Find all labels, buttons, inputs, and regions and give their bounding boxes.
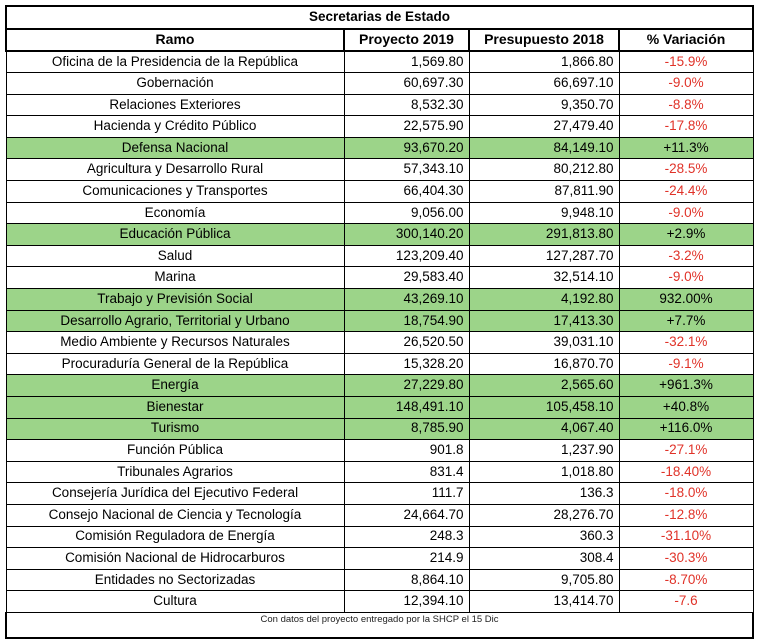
table-row [6, 483, 753, 505]
variacion-cell: -18.40% [619, 461, 753, 483]
variacion-cell: -9.1% [619, 353, 753, 375]
proyecto-2019-cell: 27,229.80 [344, 375, 469, 397]
variacion-cell: -27.1% [619, 440, 753, 462]
proyecto-2019-cell: 148,491.10 [344, 397, 469, 419]
presupuesto-2018-cell: 87,811.90 [469, 181, 619, 203]
table-row [6, 159, 753, 181]
proyecto-2019-cell: 43,269.10 [344, 289, 469, 311]
table-row [6, 548, 753, 570]
table-row [6, 51, 753, 73]
presupuesto-2018-cell: 28,276.70 [469, 504, 619, 526]
variacion-cell: -32.1% [619, 332, 753, 354]
variacion-cell: -17.8% [619, 116, 753, 138]
proyecto-2019-cell: 123,209.40 [344, 245, 469, 267]
variacion-cell: -7.6 [619, 591, 753, 613]
proyecto-2019-cell: 26,520.50 [344, 332, 469, 354]
table-row [6, 504, 753, 526]
variacion-cell: -18.0% [619, 483, 753, 505]
variacion-cell: -8.8% [619, 94, 753, 116]
table-row [6, 245, 753, 267]
presupuesto-2018-cell: 2,565.60 [469, 375, 619, 397]
table-row [6, 440, 753, 462]
proyecto-2019-cell: 66,404.30 [344, 181, 469, 203]
proyecto-2019-cell: 29,583.40 [344, 267, 469, 289]
proyecto-2019-cell: 18,754.90 [344, 310, 469, 332]
ramo-cell: Hacienda y Crédito Público [6, 116, 344, 138]
presupuesto-2018-cell: 1,237.90 [469, 440, 619, 462]
variacion-cell: -15.9% [619, 51, 753, 73]
variacion-cell: +7.7% [619, 310, 753, 332]
presupuesto-2018-cell: 16,870.70 [469, 353, 619, 375]
table-footer-row [6, 612, 753, 638]
presupuesto-2018-cell: 66,697.10 [469, 73, 619, 95]
presupuesto-2018-cell: 127,287.70 [469, 245, 619, 267]
ramo-cell: Consejería Jurídica del Ejecutivo Federal [6, 483, 344, 505]
ramo-cell: Gobernación [6, 73, 344, 95]
variacion-cell: +11.3% [619, 137, 753, 159]
ramo-cell: Desarrollo Agrario, Territorial y Urbano [6, 310, 344, 332]
presupuesto-2018-cell: 360.3 [469, 526, 619, 548]
ramo-cell: Trabajo y Previsión Social [6, 289, 344, 311]
ramo-cell: Función Pública [6, 440, 344, 462]
ramo-cell: Oficina de la Presidencia de la República [6, 51, 344, 73]
table-row [6, 332, 753, 354]
table-title: Secretarias de Estado [6, 6, 753, 29]
table-row [6, 310, 753, 332]
footer-note: Con datos del proyecto entregado por la SHCP el 15 Dic [6, 612, 753, 638]
proyecto-2019-cell: 8,785.90 [344, 418, 469, 440]
presupuesto-2018-cell: 9,705.80 [469, 569, 619, 591]
presupuesto-2018-cell: 291,813.80 [469, 224, 619, 246]
proyecto-2019-cell: 300,140.20 [344, 224, 469, 246]
table-row [6, 375, 753, 397]
variacion-cell: -9.0% [619, 73, 753, 95]
ramo-cell: Entidades no Sectorizadas [6, 569, 344, 591]
ramo-cell: Energía [6, 375, 344, 397]
ramo-cell: Economía [6, 202, 344, 224]
ramo-cell: Consejo Nacional de Ciencia y Tecnología [6, 504, 344, 526]
presupuesto-2018-cell: 32,514.10 [469, 267, 619, 289]
presupuesto-2018-cell: 80,212.80 [469, 159, 619, 181]
variacion-cell: -24.4% [619, 181, 753, 203]
variacion-cell: -12.8% [619, 504, 753, 526]
variacion-cell: 932.00% [619, 289, 753, 311]
presupuesto-2018-cell: 9,350.70 [469, 94, 619, 116]
ramo-cell: Tribunales Agrarios [6, 461, 344, 483]
proyecto-2019-cell: 248.3 [344, 526, 469, 548]
presupuesto-2018-cell: 17,413.30 [469, 310, 619, 332]
variacion-cell: -9.0% [619, 202, 753, 224]
presupuesto-2018-cell: 4,192.80 [469, 289, 619, 311]
column-header-proyecto-2019: Proyecto 2019 [344, 29, 469, 51]
presupuesto-2018-cell: 308.4 [469, 548, 619, 570]
table-row [6, 202, 753, 224]
ramo-cell: Cultura [6, 591, 344, 613]
variacion-cell: -30.3% [619, 548, 753, 570]
proyecto-2019-cell: 24,664.70 [344, 504, 469, 526]
ramo-cell: Bienestar [6, 397, 344, 419]
proyecto-2019-cell: 22,575.90 [344, 116, 469, 138]
presupuesto-2018-cell: 105,458.10 [469, 397, 619, 419]
ramo-cell: Educación Pública [6, 224, 344, 246]
proyecto-2019-cell: 8,864.10 [344, 569, 469, 591]
table-header-row [6, 29, 753, 51]
variacion-cell: +116.0% [619, 418, 753, 440]
proyecto-2019-cell: 1,569.80 [344, 51, 469, 73]
ramo-cell: Marina [6, 267, 344, 289]
table-title-row [6, 6, 753, 29]
ramo-cell: Relaciones Exteriores [6, 94, 344, 116]
presupuesto-2018-cell: 136.3 [469, 483, 619, 505]
presupuesto-2018-cell: 4,067.40 [469, 418, 619, 440]
variacion-cell: -9.0% [619, 267, 753, 289]
proyecto-2019-cell: 111.7 [344, 483, 469, 505]
presupuesto-2018-cell: 84,149.10 [469, 137, 619, 159]
ramo-cell: Medio Ambiente y Recursos Naturales [6, 332, 344, 354]
presupuesto-2018-cell: 1,866.80 [469, 51, 619, 73]
proyecto-2019-cell: 901.8 [344, 440, 469, 462]
proyecto-2019-cell: 831.4 [344, 461, 469, 483]
ramo-cell: Comunicaciones y Transportes [6, 181, 344, 203]
presupuesto-2018-cell: 27,479.40 [469, 116, 619, 138]
table-row [6, 289, 753, 311]
proyecto-2019-cell: 8,532.30 [344, 94, 469, 116]
table-row [6, 353, 753, 375]
table-row [6, 267, 753, 289]
table-row [6, 116, 753, 138]
table-row [6, 73, 753, 95]
ramo-cell: Turismo [6, 418, 344, 440]
proyecto-2019-cell: 12,394.10 [344, 591, 469, 613]
budget-table-sheet [5, 5, 754, 639]
table-row [6, 181, 753, 203]
secretarias-table [5, 5, 754, 639]
table-row [6, 591, 753, 613]
variacion-cell: -31.10% [619, 526, 753, 548]
variacion-cell: -28.5% [619, 159, 753, 181]
variacion-cell: +2.9% [619, 224, 753, 246]
ramo-cell: Defensa Nacional [6, 137, 344, 159]
variacion-cell: -3.2% [619, 245, 753, 267]
presupuesto-2018-cell: 1,018.80 [469, 461, 619, 483]
ramo-cell: Procuraduría General de la República [6, 353, 344, 375]
ramo-cell: Salud [6, 245, 344, 267]
column-header-ramo: Ramo [6, 29, 344, 51]
ramo-cell: Comisión Reguladora de Energía [6, 526, 344, 548]
proyecto-2019-cell: 214.9 [344, 548, 469, 570]
table-row [6, 461, 753, 483]
proyecto-2019-cell: 60,697.30 [344, 73, 469, 95]
column-header-variacion: % Variación [619, 29, 753, 51]
table-row [6, 569, 753, 591]
table-row [6, 526, 753, 548]
variacion-cell: +40.8% [619, 397, 753, 419]
proyecto-2019-cell: 93,670.20 [344, 137, 469, 159]
presupuesto-2018-cell: 9,948.10 [469, 202, 619, 224]
ramo-cell: Agricultura y Desarrollo Rural [6, 159, 344, 181]
variacion-cell: +961.3% [619, 375, 753, 397]
table-row [6, 94, 753, 116]
table-row [6, 397, 753, 419]
table-body [6, 51, 753, 612]
presupuesto-2018-cell: 13,414.70 [469, 591, 619, 613]
table-row [6, 137, 753, 159]
variacion-cell: -8.70% [619, 569, 753, 591]
presupuesto-2018-cell: 39,031.10 [469, 332, 619, 354]
proyecto-2019-cell: 57,343.10 [344, 159, 469, 181]
proyecto-2019-cell: 15,328.20 [344, 353, 469, 375]
proyecto-2019-cell: 9,056.00 [344, 202, 469, 224]
ramo-cell: Comisión Nacional de Hidrocarburos [6, 548, 344, 570]
column-header-presupuesto-2018: Presupuesto 2018 [469, 29, 619, 51]
table-row [6, 418, 753, 440]
table-row [6, 224, 753, 246]
